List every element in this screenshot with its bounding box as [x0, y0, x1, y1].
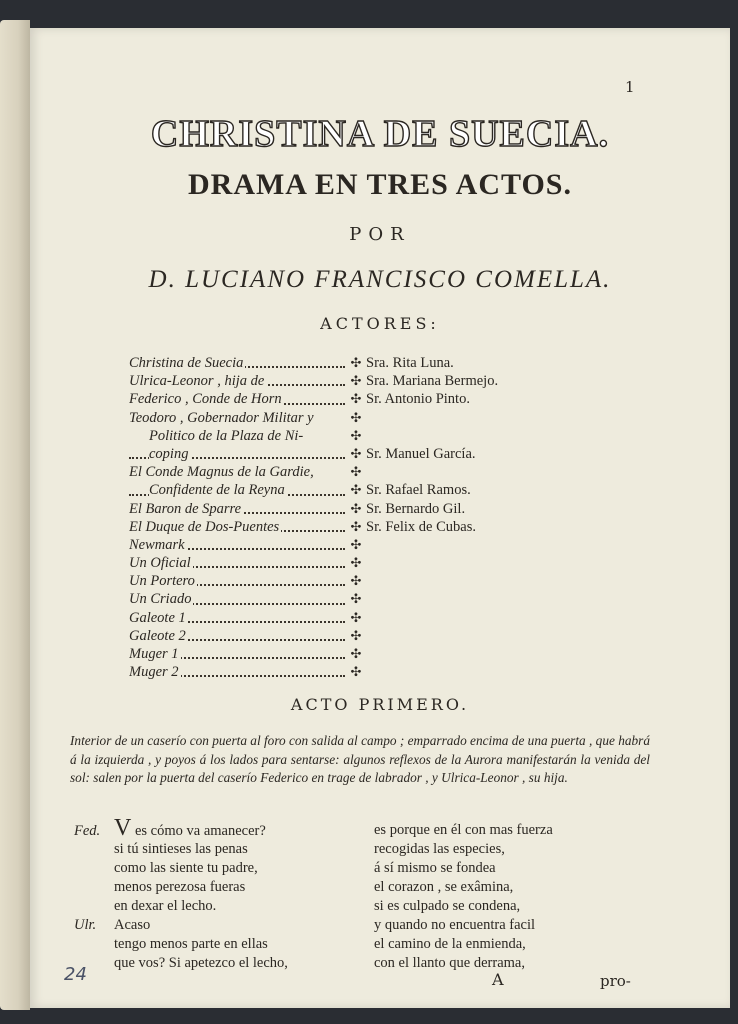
verse-line: el camino de la enmienda,	[374, 936, 526, 952]
cast-row	[129, 481, 649, 499]
cast-role: El Duque de Dos-Puentes	[129, 518, 280, 535]
ornament-icon: ✣	[350, 427, 362, 443]
verse-line: es porque en él con mas fuerza	[374, 822, 553, 838]
book-spine	[0, 20, 30, 1010]
cast-actor	[363, 627, 366, 645]
verse-line: recogidas las especies,	[374, 841, 505, 857]
cast-actor: Sr. Manuel García.	[366, 445, 476, 462]
cast-actor	[363, 572, 366, 590]
cast-role: El Conde Magnus de la Gardie,	[129, 464, 314, 481]
cast-actor: Sra. Mariana Bermejo.	[366, 373, 499, 390]
verse-line	[74, 916, 364, 935]
act-heading: ACTO PRIMERO.	[290, 695, 470, 714]
cast-list	[129, 354, 649, 681]
cast-actor	[363, 590, 366, 608]
ornament-icon: ✣	[350, 373, 362, 389]
cast-actor: Sr. Antonio Pinto.	[366, 391, 470, 408]
signature-mark: A	[492, 970, 504, 989]
cast-row	[129, 445, 649, 463]
cast-row	[129, 572, 649, 590]
cast-actor	[363, 609, 366, 627]
ornament-icon: ✣	[350, 555, 362, 571]
verse-text: menos perezosa fueras	[114, 879, 246, 895]
cast-row	[129, 590, 649, 608]
verse-text: que vos? Si apetezco el lecho,	[114, 955, 288, 971]
cast-role: Federico , Conde de Horn	[129, 391, 282, 408]
verse-column-left	[74, 815, 364, 973]
cast-actor: Sr. Rafael Ramos.	[366, 482, 471, 499]
ornament-icon: ✣	[350, 646, 362, 661]
verse-line: si es culpado se condena,	[374, 898, 521, 914]
play-subtitle: DRAMA EN TRES ACTOS.	[188, 168, 572, 201]
speaker-label: Ulr.	[74, 917, 97, 933]
cast-role: Un Portero	[129, 573, 195, 590]
cast-row	[129, 627, 649, 645]
verse-line	[74, 815, 364, 841]
verse-line: el corazon , se exâmina,	[374, 879, 514, 895]
verse-line	[74, 935, 364, 954]
cast-role: Christina de Suecia	[129, 355, 244, 371]
cast-role: Un Criado	[129, 591, 192, 608]
cast-heading: ACTORES:	[320, 314, 440, 333]
ornament-icon: ✣	[350, 391, 362, 407]
catchword: pro-	[600, 972, 631, 990]
verse-line	[74, 878, 364, 897]
cast-actor	[363, 463, 366, 481]
cast-role: Teodoro , Gobernador Militar y	[129, 409, 314, 426]
cast-row	[129, 500, 649, 518]
pencil-annotation: 24	[64, 964, 87, 985]
cast-role: Ulrica-Leonor , hija de	[129, 373, 265, 390]
book-page	[30, 28, 730, 1008]
verse-text: tengo menos parte en ellas	[114, 936, 268, 952]
verse-line	[74, 859, 364, 878]
cast-role: Politico de la Plaza de Ni-	[149, 427, 304, 444]
verse-line: á sí mismo se fondea	[374, 860, 496, 876]
ornament-icon: ✣	[350, 609, 362, 625]
ornament-icon: ✣	[350, 500, 362, 516]
author-name: D. LUCIANO FRANCISCO COMELLA.	[148, 266, 612, 293]
speaker-label: Fed.	[74, 823, 101, 839]
verse-line	[74, 954, 364, 973]
ornament-icon: ✣	[350, 355, 362, 370]
cast-row	[129, 372, 649, 390]
cast-actor	[363, 645, 366, 663]
verse-line	[74, 897, 364, 916]
cast-row	[129, 427, 649, 445]
verse-text: Acaso	[114, 917, 151, 933]
ornament-icon: ✣	[350, 518, 362, 534]
cast-row	[129, 663, 649, 681]
cast-row	[129, 609, 649, 627]
cast-role: coping	[149, 445, 189, 462]
cast-row	[129, 390, 649, 408]
verse-line: y quando no encuentra facil	[374, 917, 536, 933]
cast-row	[129, 463, 649, 481]
cast-actor	[363, 663, 366, 681]
cast-role: Un Oficial	[129, 555, 191, 572]
stage-direction	[70, 732, 650, 788]
cast-role: Muger 1	[129, 646, 179, 662]
cast-row	[129, 354, 649, 372]
cast-row	[129, 518, 649, 536]
cast-row	[129, 536, 649, 554]
ornament-icon: ✣	[350, 409, 362, 425]
cast-row	[129, 645, 649, 663]
verse-text: si tú sintieses las penas	[114, 841, 248, 857]
verse-line	[74, 840, 364, 859]
cast-role: Confidente de la Reyna	[149, 482, 285, 499]
ornament-icon: ✣	[350, 573, 362, 589]
page-number: 1	[625, 78, 635, 96]
ornament-icon: ✣	[350, 464, 362, 480]
verse-text: como las siente tu padre,	[114, 860, 258, 876]
cast-actor: Sr. Felix de Cubas.	[366, 518, 476, 535]
stage-direction-text: Interior de un caserío con puerta al foro con salida al campo ; emparrado encima de una puerta , que habrá á la izquierda , y poyos á los lados para sentarse: algunos reflexos de la Aurora manifestarán la venida del sol: salen por la puerta del caserío Federico en trage de labrador , y Ulrica-Leonor , su hija.	[70, 733, 650, 785]
verse-text: es cómo va amanecer?	[134, 823, 266, 839]
cast-actor: Sra. Rita Luna.	[366, 355, 454, 371]
cast-actor	[363, 427, 366, 445]
cast-role: Muger 2	[129, 664, 179, 681]
ornament-icon: ✣	[350, 445, 362, 461]
ornament-icon: ✣	[350, 536, 362, 552]
by-line: POR	[349, 224, 411, 245]
cast-actor	[363, 554, 366, 572]
cast-row	[129, 554, 649, 572]
cast-actor	[363, 409, 366, 427]
cast-role: Galeote 1	[129, 609, 186, 626]
ornament-icon: ✣	[350, 591, 362, 607]
verse-column-right	[374, 821, 654, 973]
cast-role: El Baron de Sparre	[129, 500, 242, 517]
play-title: CHRISTINA DE SUECIA.	[150, 113, 610, 155]
cast-row	[129, 409, 649, 427]
verse-text: en dexar el lecho.	[114, 898, 217, 914]
ornament-icon: ✣	[350, 664, 362, 680]
verse-line: con el llanto que derrama,	[374, 955, 525, 971]
ornament-icon: ✣	[350, 482, 362, 498]
cast-actor	[363, 536, 366, 554]
cast-role: Newmark	[129, 536, 185, 553]
drop-cap: V	[114, 815, 132, 841]
cast-actor: Sr. Bernardo Gil.	[366, 500, 466, 517]
cast-role: Galeote 2	[129, 627, 186, 644]
ornament-icon: ✣	[350, 627, 362, 643]
